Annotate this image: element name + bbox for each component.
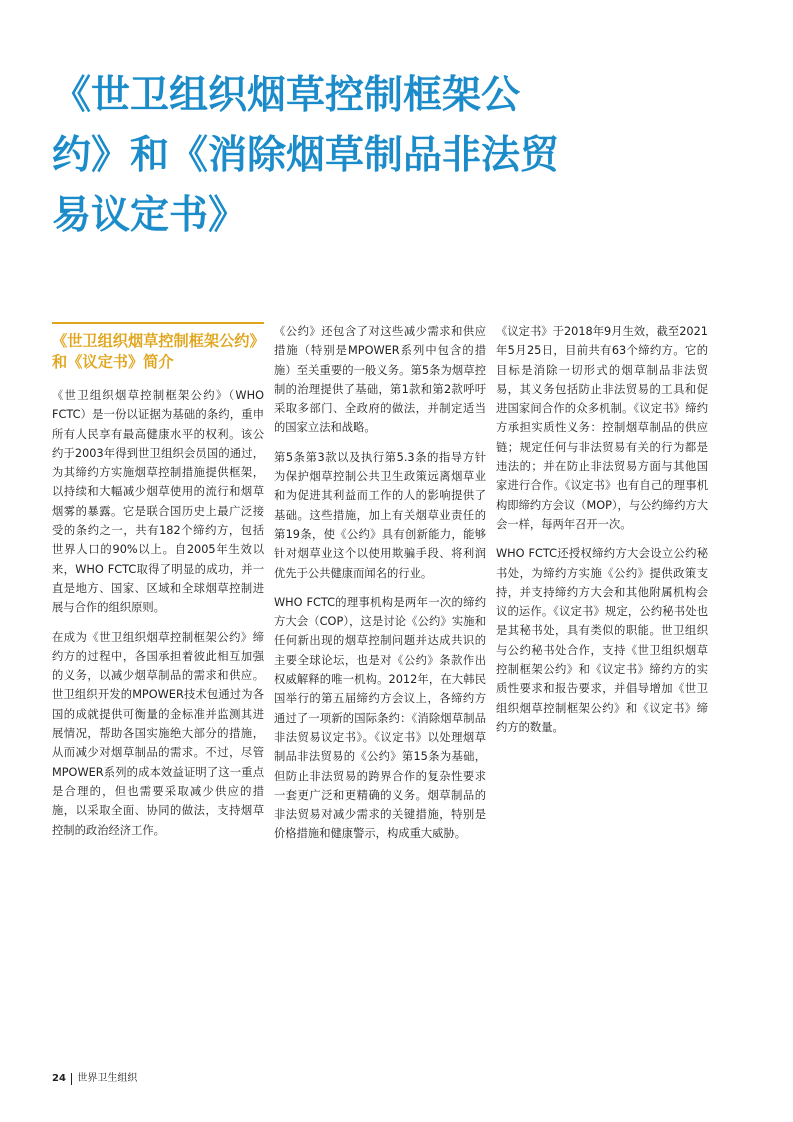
page-footer (52, 1072, 137, 1086)
page-number: 24 (52, 1073, 66, 1084)
paragraph: 《议定书》于2018年9月生效，截至2021年5月25日，目前共有63个缔约方。它的目标是消除一切形式的烟草制品非法贸易，其义务包括防止非法贸易的工具和促进国家间合作的众多机制。《议定书》缔约方承担实质性义务：控制烟草制品的供应链；规定任何与非法贸易有关的行为都是违法的；并在防止非法贸易方面与其他国家进行合作。《议定书》也有自己的理事机构即缔约方会议（MOP），与公约缔约方大会一样，每两年召开一次。 (496, 325, 708, 531)
column-1 (52, 322, 264, 850)
paragraph: 在成为《世卫组织烟草控制框架公约》缔约方的过程中，各国承担着彼此相互加强的义务，以减少烟草制品的需求和供应。世卫组织开发的MPOWER技术包通过为各国的成就提供可衡量的金标准并监测其进展情况，帮助各国实施绝大部分的措施，从而减少对烟草制品的需求。不过，尽管MPOWER系列的成本效益证明了这一重点是合理的，但也需要采取减少供应的措施，以采取全面、协同的做法，支持烟草控制的政治经济工作。 (52, 630, 264, 837)
column-3 (496, 322, 708, 747)
section-divider (52, 322, 264, 324)
paragraph: 《世卫组织烟草控制框架公约》（WHO FCTC）是一份以证据为基础的条约，重申所有人民享有最高健康水平的权利。该公约于2003年得到世卫组织会员国的通过，为其缔约方实施烟草控制措施提供框架，以持续和大幅减少烟草使用的流行和烟草烟雾的暴露。它是联合国历史上最广泛接受的条约之一，共有182个缔约方，包括世界人口的90%以上。自2005年生效以来，WHO FCTC取得了明显的成功，并一直是地方、国家、区域和全球烟草控制进展与合作的组织原则。 (52, 389, 264, 615)
page-title: 《世卫组织烟草控制框架公约》和《消除烟草制品非法贸易议定书》 (52, 73, 560, 238)
paragraph: 第5条第3款以及执行第5.3条的指导方针为保护烟草控制公共卫生政策远离烟草业和为促进其利益而工作的人的影响提供了基础。这些措施，加上有关烟草业责任的第19条，使《公约》具有创新能力，能够针对烟草业这个以使用欺骗手段、将利润优先于公共健康而闻名的行业。 (274, 450, 486, 580)
column-2 (274, 322, 486, 854)
section-heading: 《世卫组织烟草控制框架公约》和《议定书》简介 (52, 332, 258, 371)
paragraph: 《公约》还包含了对这些减少需求和供应措施（特别是MPOWER系列中包含的措施）至关重要的一般义务。第5条为烟草控制的治理提供了基础，第1款和第2款呼吁采取多部门、全政府的做法，并制定适当的国家立法和战略。 (274, 325, 486, 435)
footer-separator (71, 1073, 73, 1085)
footer-organization: 世界卫生组织 (77, 1073, 138, 1084)
paragraph: WHO FCTC的理事机构是两年一次的缔约方大会（COP），这是讨论《公约》实施和任何新出现的烟草控制问题并达成共识的主要全球论坛，也是对《公约》条款作出权威解释的唯一机构。2012年，在大韩民国举行的第五届缔约方会议上，各缔约方通过了一项新的国际条约：《消除烟草制品非法贸易议定书》。《议定书》以处理烟草制品非法贸易的《公约》第15条为基础，但防止非法贸易的跨界合作的复杂性要求一套更广泛和更精确的义务。烟草制品的非法贸易对减少需求的关键措施，特别是价格措施和健康警示，构成重大威胁。 (274, 595, 486, 841)
paragraph: WHO FCTC还授权缔约方大会设立公约秘书处，为缔约方实施《公约》提供政策支持，并支持缔约方大会和其他附属机构会议的运作。《议定书》规定，公约秘书处也是其秘书处，具有类似的职能。世卫组织与公约秘书处合作，支持《世卫组织烟草控制框架公约》和《议定书》缔约方的实质性要求和报告要求，并倡导增加《世卫组织烟草控制框架公约》和《议定书》缔约方的数量。 (496, 547, 708, 734)
